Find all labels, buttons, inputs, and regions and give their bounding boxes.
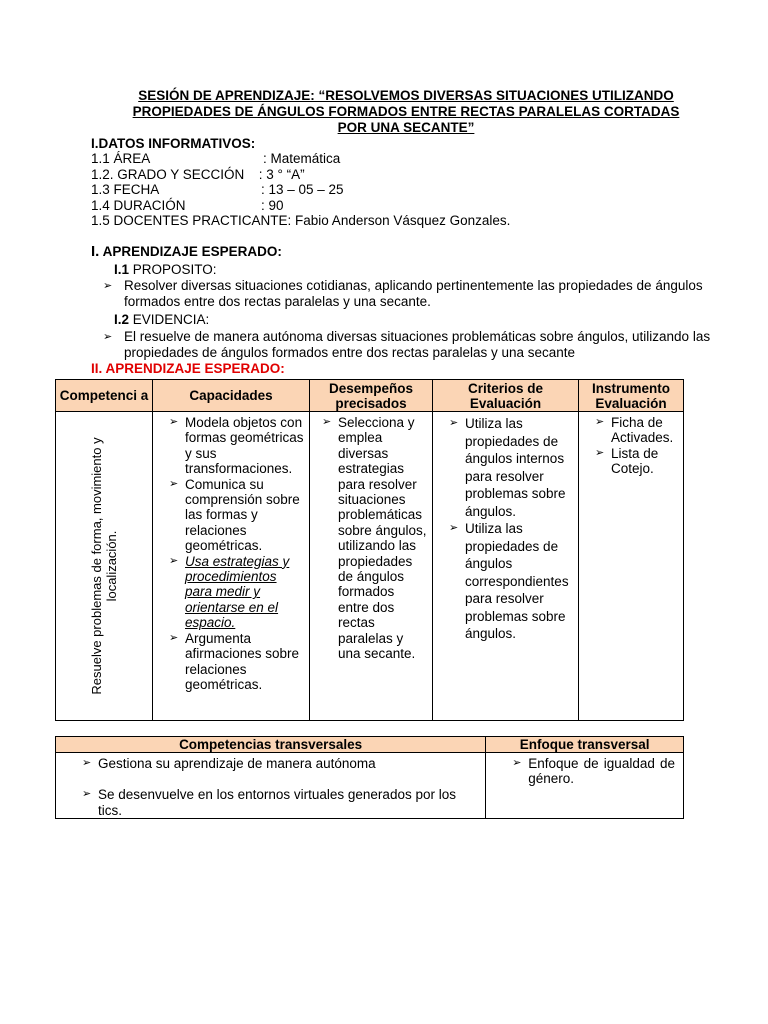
criterio-text: Utiliza las propiedades de ángulos correspondientes para resolver problemas sobre ángulos.	[465, 521, 569, 641]
desempenos-cell	[310, 412, 433, 721]
arrow-bullet-icon: ➢	[82, 757, 92, 769]
title-line-1: SESIÓN DE APRENDIZAJE: “RESOLVEMOS DIVERSAS SITUACIONES UTILIZANDO	[138, 88, 674, 103]
datos-label: 1.5 DOCENTES PRACTICANTE: Fabio Anderson Vásquez Gonzales.	[91, 213, 511, 229]
table-header-row	[56, 737, 684, 753]
capacidad-text: Usa estrategias y procedimientos para medir y orientarse en el espacio.	[185, 553, 290, 631]
competencia-cell	[56, 412, 153, 721]
proposito-item	[103, 278, 718, 310]
list-item	[591, 446, 679, 477]
arrow-bullet-icon: ➢	[512, 757, 522, 769]
header-enfoque-transversal: Enfoque transversal	[486, 737, 684, 753]
header-desempenos: Desempeños precisados	[310, 380, 433, 412]
aprendizaje-table	[55, 379, 684, 721]
instrumento-text: Lista de Cotejo.	[611, 445, 659, 477]
criterios-cell	[433, 412, 579, 721]
arrow-bullet-icon: ➢	[449, 522, 459, 534]
capacidad-text: Comunica su comprensión sobre las formas y relaciones geométricas.	[185, 476, 300, 554]
arrow-bullet-icon: ➢	[169, 416, 179, 428]
datos-label: 1.2. GRADO Y SECCIÓN	[91, 166, 245, 182]
list-item	[165, 554, 305, 631]
enfoque-text: Enfoque de igualdad de género.	[528, 756, 675, 787]
desempeno-text: Selecciona y emplea diversas estrategias para resolver situaciones problemáticas sobre ángulos, utilizando las propiedades de ángulos formados entre dos rectas paralelas y una secante.	[338, 415, 427, 662]
datos-label: 1.3 FECHA	[91, 182, 160, 198]
evidencia-label: EVIDENCIA:	[132, 312, 210, 327]
section-2-heading: II. APRENDIZAJE ESPERADO:	[91, 361, 285, 376]
header-capacidades: Capacidades	[153, 380, 310, 412]
competencia-transversal-text: Se desenvuelve en los entornos virtuales generados por los tics.	[98, 787, 456, 818]
capacidad-text: Modela objetos con formas geométricas y sus transformaciones.	[185, 415, 304, 477]
title-line-3: POR UNA SECANTE”	[337, 120, 475, 135]
capacidades-cell	[153, 412, 310, 721]
evidencia-text: El resuelve de manera autónoma diversas situaciones problemáticas sobre ángulos, utilizando las propiedades de ángulos formados entre dos rectas paralelas y una secante	[124, 329, 711, 360]
datos-row-grado	[91, 167, 510, 182]
competencia-text: Resuelve problemas de forma, movimiento y localización.	[89, 437, 119, 695]
arrow-bullet-icon: ➢	[449, 417, 459, 429]
table-row	[56, 753, 684, 819]
proposito-text: Resolver diversas situaciones cotidianas, aplicando pertinentemente las propiedades de ángulos formados entre dos rectas paralelas y una secante.	[124, 278, 703, 309]
evidencia-item	[103, 329, 718, 361]
competencia-transversal-text: Gestiona su aprendizaje de manera autónoma	[98, 756, 376, 771]
section-1-number: I.	[91, 243, 100, 260]
instrumentos-cell	[579, 412, 684, 721]
arrow-bullet-icon: ➢	[103, 331, 113, 343]
arrow-bullet-icon: ➢	[322, 416, 332, 428]
arrow-bullet-icon: ➢	[82, 788, 92, 801]
transversales-table	[55, 736, 684, 819]
arrow-bullet-icon: ➢	[595, 416, 605, 428]
arrow-bullet-icon: ➢	[595, 446, 605, 459]
document-title	[90, 88, 722, 136]
enfoque-cell	[486, 753, 684, 819]
header-criterios: Criterios de Evaluación	[433, 380, 579, 412]
datos-value: : 3 ° “A”	[255, 166, 305, 182]
datos-row-docentes	[91, 213, 510, 228]
evidencia-number: I.2	[114, 312, 130, 327]
list-item	[165, 415, 305, 477]
datos-row-fecha	[91, 182, 510, 197]
table-header-row	[56, 380, 684, 412]
datos-row-area	[91, 151, 510, 166]
competencias-transversales-cell	[56, 753, 486, 819]
arrow-bullet-icon: ➢	[169, 631, 179, 644]
evidencia-heading	[114, 312, 209, 327]
list-item	[318, 415, 428, 662]
list-item	[78, 787, 481, 818]
datos-informativos	[91, 136, 510, 228]
list-item	[165, 477, 305, 554]
section-1-title: APRENDIZAJE ESPERADO:	[102, 244, 282, 259]
list-item	[591, 415, 679, 446]
datos-label: 1.4 DURACIÓN	[91, 197, 186, 213]
list-item	[78, 756, 481, 771]
table-row	[56, 412, 684, 721]
arrow-bullet-icon: ➢	[169, 554, 179, 567]
criterio-text: Utiliza las propiedades de ángulos internos para resolver problemas sobre ángulos.	[465, 416, 566, 519]
arrow-bullet-icon: ➢	[103, 280, 113, 292]
section-1-heading	[91, 243, 282, 260]
datos-label: 1.1 ÁREA	[91, 151, 151, 167]
list-item	[508, 756, 675, 787]
datos-value: : Matemática	[263, 151, 341, 167]
datos-value: : 90	[261, 197, 284, 213]
header-competencia: Competenci a	[56, 380, 153, 412]
list-item	[445, 520, 574, 643]
header-instrumento: Instrumento Evaluación	[579, 380, 684, 412]
proposito-number: I.1	[114, 262, 130, 277]
arrow-bullet-icon: ➢	[169, 477, 179, 490]
datos-value: : 13 – 05 – 25	[261, 182, 344, 198]
proposito-heading	[114, 262, 217, 277]
list-item	[165, 631, 305, 693]
title-line-2: PROPIEDADES DE ÁNGULOS FORMADOS ENTRE RECTAS PARALELAS CORTADAS	[132, 104, 680, 119]
header-competencias-transversales: Competencias transversales	[56, 737, 486, 753]
instrumento-text: Ficha de Activades.	[611, 415, 674, 446]
capacidad-text: Argumenta afirmaciones sobre relaciones geométricas.	[185, 630, 300, 692]
proposito-label: PROPOSITO:	[132, 262, 217, 277]
list-item	[445, 415, 574, 520]
datos-row-duracion	[91, 198, 510, 213]
datos-heading: I.DATOS INFORMATIVOS:	[91, 136, 256, 151]
